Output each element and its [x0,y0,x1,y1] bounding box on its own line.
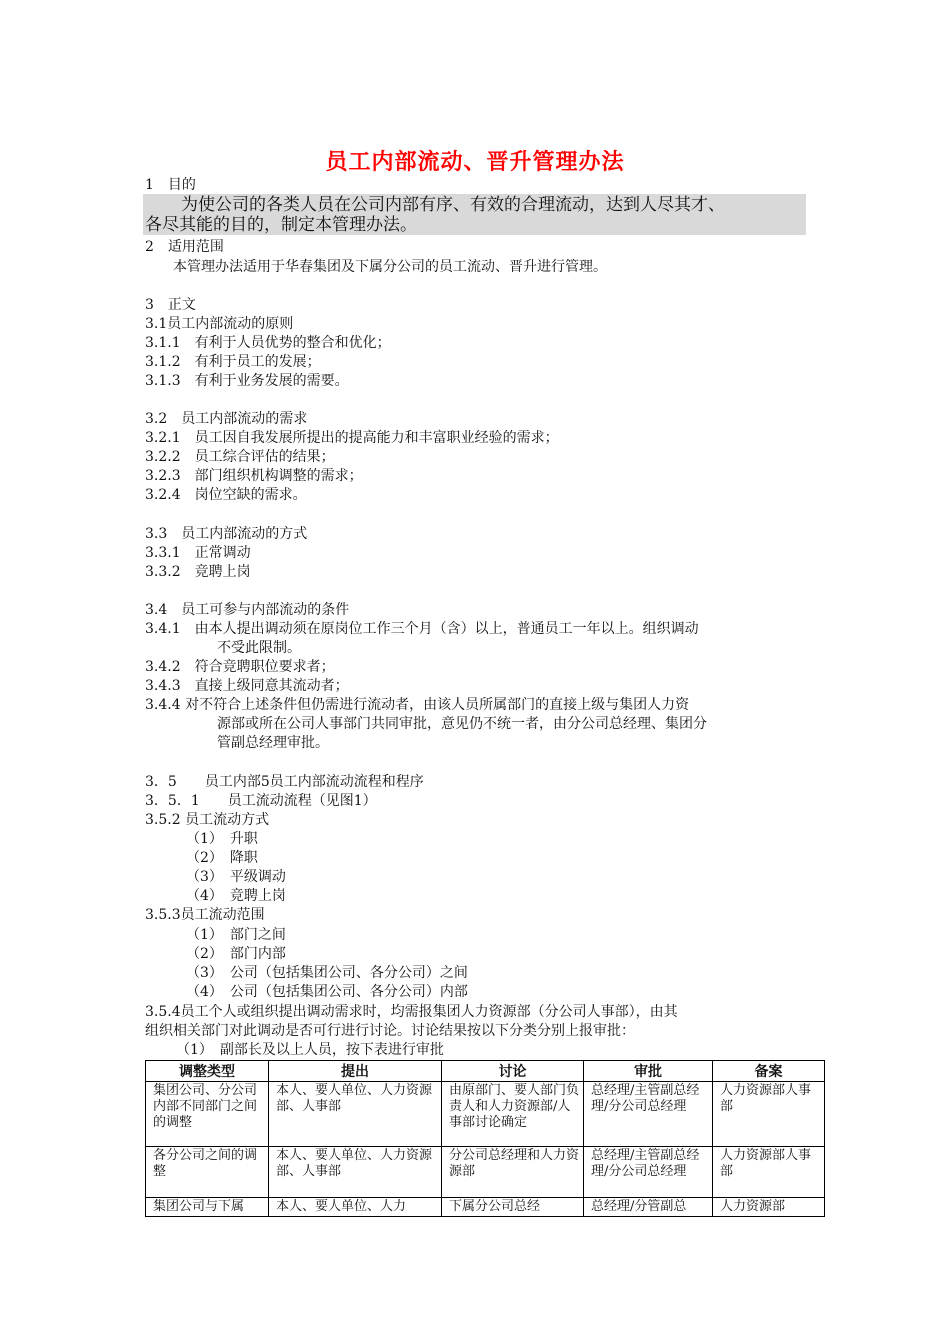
table-cell [584,1198,713,1217]
table-cell [269,1198,442,1217]
section-2-heading: 2 适用范围 [145,239,224,255]
section-3-3-heading: 3.3 员工内部流动的方式 [145,526,308,542]
table-cell-text: 下属分公司总经 [449,1199,541,1214]
item-3-5-4: 3.5.4员工个人或组织提出调动需求时，均需报集团人力资源部（分公司人事部），由其 [145,1004,678,1020]
item-3-5-4-cont: 组织相关部门对此调动是否可行进行讨论。讨论结果按以下分类分别上报审批： [145,1023,635,1039]
scope-3: （3） 公司（包括集团公司、各分公司）之间 [186,965,468,981]
item-3-3-1: 3.3.1 正常调动 [145,545,251,561]
scope-2: （2） 部门内部 [186,946,286,962]
approval-table [145,1060,825,1217]
item-3-5-1: 3．5．1 员工流动流程（见图1） [145,793,377,809]
col-header-approve: 审批 [584,1061,713,1082]
table-row [146,1198,825,1217]
item-3-2-1: 3.2.1 员工因自我发展所提出的提高能力和丰富职业经验的需求； [145,430,559,446]
section-3-5-heading: 3．5 员工内部5员工内部流动流程和程序 [145,774,424,790]
section-3-heading: 3 正文 [145,297,196,313]
purpose-text-line2: 各尽其能的目的，制定本管理办法。 [145,215,417,235]
item-3-1-3: 3.1.3 有利于业务发展的需要。 [145,373,349,389]
item-3-5-3: 3.5.3员工流动范围 [145,907,265,923]
item-3-4-4-cont1: 源部或所在公司人事部门共同审批，意见仍不统一者，由分公司总经理、集团分 [217,716,707,732]
item-3-4-4-cont2: 管副总经理审批。 [217,735,329,751]
document-title: 员工内部流动、晋升管理办法 [325,150,625,175]
section-3-2-heading: 3.2 员工内部流动的需求 [145,411,308,427]
item-3-2-3: 3.2.3 部门组织机构调整的需求； [145,468,363,484]
approval-note: （1） 副部长及以上人员，按下表进行审批 [176,1042,444,1058]
scope-text: 本管理办法适用于华春集团及下属分公司的员工流动、晋升进行管理。 [173,259,607,275]
table-cell: 集团公司、分公司内部不同部门之间的调整 [146,1082,269,1147]
table-cell: 本人、要人单位、人力资源部、人事部 [269,1147,442,1198]
table-cell [146,1198,269,1217]
table-cell-text: 人力资源部 [720,1199,786,1214]
table-cell-text: 本人、要人单位、人力 [276,1199,407,1214]
table-header-row [146,1061,825,1082]
scope-4: （4） 公司（包括集团公司、各分公司）内部 [186,984,468,1000]
table-cell: 分公司总经理和人力资源部 [442,1147,584,1198]
item-3-4-1: 3.4.1 由本人提出调动须在原岗位工作三个月（含）以上，普通员工一年以上。组织调动 [145,621,699,637]
item-3-2-2: 3.2.2 员工综合评估的结果； [145,449,335,465]
item-3-5-2: 3.5.2 员工流动方式 [145,812,270,828]
purpose-text-line1: 为使公司的各类人员在公司内部有序、有效的合理流动，达到人尽其才、 [181,195,725,215]
mode-2: （2） 降职 [186,850,258,866]
section-3-1-heading: 3.1员工内部流动的原则 [145,316,294,332]
table-cell-text: 总经理/分管副总 [591,1199,687,1214]
table-row [146,1082,825,1147]
scope-1: （1） 部门之间 [186,927,286,943]
mode-1: （1） 升职 [186,831,258,847]
item-3-3-2: 3.3.2 竞聘上岗 [145,564,251,580]
col-header-type: 调整类型 [146,1061,269,1082]
table-row [146,1147,825,1198]
col-header-propose: 提出 [269,1061,442,1082]
item-3-4-1-cont: 不受此限制。 [217,640,301,656]
table-cell [713,1198,825,1217]
item-3-2-4: 3.2.4 岗位空缺的需求。 [145,487,307,503]
mode-4: （4） 竞聘上岗 [186,888,286,904]
item-3-4-3: 3.4.3 直接上级同意其流动者； [145,678,349,694]
table-cell-text: 集团公司与下属 [153,1199,245,1214]
table-cell: 总经理/主管副总经理/分公司总经理 [584,1147,713,1198]
table-cell: 各分公司之间的调整 [146,1147,269,1198]
item-3-1-2: 3.1.2 有利于员工的发展； [145,354,321,370]
mode-3: （3） 平级调动 [186,869,286,885]
table-cell: 本人、要人单位、人力资源部、人事部 [269,1082,442,1147]
table-cell: 由原部门、要人部门负责人和人力资源部/人事部讨论确定 [442,1082,584,1147]
table-cell: 总经理/主管副总经理/分公司总经理 [584,1082,713,1147]
section-1-heading: 1 目的 [145,177,196,193]
item-3-1-1: 3.1.1 有利于人员优势的整合和优化； [145,335,391,351]
col-header-record: 备案 [713,1061,825,1082]
item-3-4-4: 3.4.4 对不符合上述条件但仍需进行流动者，由该人员所属部门的直接上级与集团人力资 [145,697,690,713]
table-cell [442,1198,584,1217]
table-cell: 人力资源部人事部 [713,1082,825,1147]
section-3-4-heading: 3.4 员工可参与内部流动的条件 [145,602,350,618]
item-3-4-2: 3.4.2 符合竞聘职位要求者； [145,659,335,675]
col-header-discuss: 讨论 [442,1061,584,1082]
table-cell: 人力资源部人事部 [713,1147,825,1198]
